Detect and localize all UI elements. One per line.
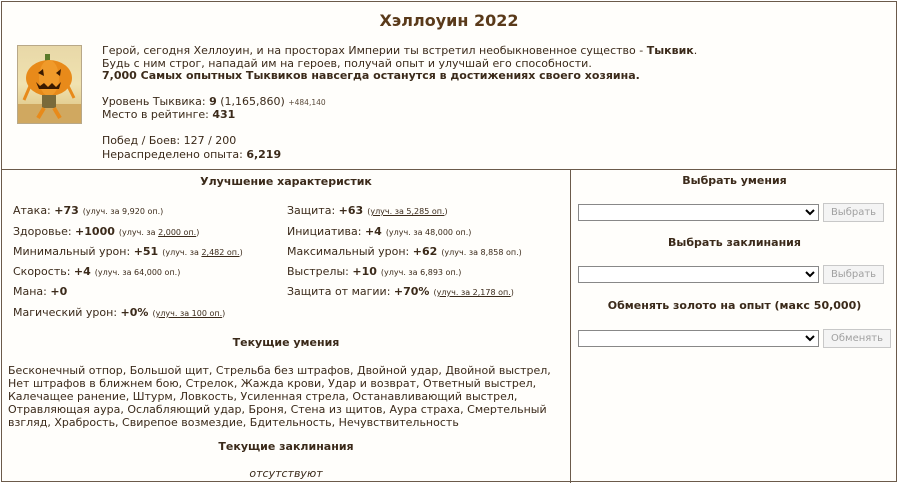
intro-line1: Герой, сегодня Хеллоуин, и на просторах Империи ты встретил необыкновенное существо -: [102, 44, 647, 57]
skills-title: Текущие умения: [232, 336, 340, 349]
stat-magic-dmg-label: Магический урон:: [13, 306, 118, 319]
upg-magic-dmg-link[interactable]: улуч. за 100 оп.: [155, 309, 223, 318]
upg-suffix: ): [222, 309, 226, 318]
stat-defense: [287, 204, 448, 217]
upg-prefix: (: [433, 288, 437, 297]
upg-suffix: ): [196, 228, 200, 237]
unspent-value: 6,219: [246, 148, 282, 161]
skills-list: Бесконечный отпор, Большой щит, Стрельба без штрафов, Двойной удар, Двойной выстрел, Нет штрафов в ближнем бою, Стрелок, Жажда крови, Удар и возврат, Ответный выстрел, Калечащее ранение, Штурм, Ловкость, Усиленная стрела, Останавливающий выстрел, Отравляющая аура, Ослабляющий удар, Броня, Стена из щитов, Аура страха, Смертельный взгляд, Храбрость, Свирепое возмездие, Бдительность, Нечувствительность: [8, 364, 551, 429]
stat-attack-label: Атака:: [13, 204, 51, 217]
stat-mana: [13, 285, 67, 298]
stat-initiative: [287, 225, 471, 238]
stat-initiative-label: Инициатива:: [287, 225, 362, 238]
stat-mana-label: Мана:: [13, 285, 47, 298]
upg-defense-link[interactable]: улуч. за 5,285 оп.: [370, 207, 445, 216]
stat-speed: [13, 265, 180, 278]
stat-magic-dmg-value: +0%: [120, 306, 149, 319]
upg-prefix: (улуч. за: [82, 207, 123, 216]
stat-shots-label: Выстрелы:: [287, 265, 349, 278]
exchange-button[interactable]: Обменять: [823, 329, 891, 348]
stat-health-label: Здоровье:: [13, 225, 72, 238]
choose-spell-title: Выбрать заклинания: [668, 236, 801, 249]
stat-max-dmg: [287, 245, 522, 258]
pumpkin-name: Тыквик: [646, 44, 694, 57]
level-exp: (1,165,860): [220, 95, 285, 108]
stat-magic-def-value: +70%: [393, 285, 430, 298]
divider-horizontal: [2, 169, 896, 170]
stat-initiative-value: +4: [364, 225, 382, 238]
upg-suffix: ): [177, 268, 181, 277]
rank-row: [102, 108, 235, 122]
upg-prefix: (улуч. за: [380, 268, 421, 277]
spells-empty: отсутствуют: [249, 467, 323, 480]
stat-magic-def-label: Защита от магии:: [287, 285, 391, 298]
upg-prefix: (улуч. за: [385, 228, 426, 237]
upg-prefix: (: [152, 309, 156, 318]
choose-spell-button[interactable]: Выбрать: [823, 265, 884, 284]
upg-initiative-link[interactable]: 48,000 оп.: [425, 228, 469, 237]
intro-line1-end: .: [693, 44, 698, 57]
intro-line3: 7,000 Самых опытных Тыквиков навсегда останутся в достижениях своего хозяина.: [102, 69, 640, 83]
level-label: Уровень Тыквика:: [102, 95, 206, 108]
level-value: 9: [209, 95, 217, 108]
pumpkin-icon: [18, 46, 81, 123]
choose-skill-button[interactable]: Выбрать: [823, 203, 884, 222]
rank-value: 431: [212, 108, 236, 121]
upg-suffix: ): [510, 288, 514, 297]
upg-max-dmg-link[interactable]: 8,858 оп.: [480, 248, 519, 257]
spell-select[interactable]: [578, 266, 819, 283]
gold-select[interactable]: [578, 330, 819, 347]
stat-magic-def: [287, 285, 514, 298]
unspent-label: Нераспределено опыта:: [102, 148, 243, 161]
stat-defense-label: Защита:: [287, 204, 336, 217]
intro-line2: Будь с ним строг, нападай им на героев, получай опыт и улучшай его способности.: [102, 56, 592, 70]
upg-health-link[interactable]: 2,000 оп.: [158, 228, 197, 237]
stats-title: Улучшение характеристик: [200, 175, 372, 188]
level-gain: +484,140: [288, 98, 326, 107]
spells-title: Текущие заклинания: [218, 440, 354, 453]
stat-attack-value: +73: [54, 204, 79, 217]
stat-health-value: +1000: [75, 225, 115, 238]
stat-mana-value: +0: [50, 285, 68, 298]
upg-suffix: ): [160, 207, 164, 216]
upg-suffix: ): [458, 268, 462, 277]
exchange-title: Обменять золото на опыт (макс 50,000): [607, 299, 862, 312]
upg-suffix: ): [444, 207, 448, 216]
stat-health: [13, 225, 199, 238]
stat-max-dmg-label: Максимальный урон:: [287, 245, 410, 258]
upg-prefix: (улуч. за: [441, 248, 481, 257]
stat-magic-dmg: [13, 306, 225, 319]
page-title: Хэллоуин 2022: [379, 11, 519, 30]
choose-skill-title: Выбрать умения: [682, 174, 787, 187]
upg-suffix: ): [518, 248, 522, 257]
divider-vertical: [570, 169, 571, 483]
pumpkin-avatar: [17, 45, 82, 124]
stat-shots: [287, 265, 461, 278]
stat-min-dmg: [13, 245, 243, 258]
upg-shots-link[interactable]: 6,893 оп.: [420, 268, 459, 277]
upg-min-dmg-link[interactable]: 2,482 оп.: [201, 248, 240, 257]
stat-speed-label: Скорость:: [13, 265, 71, 278]
stat-min-dmg-label: Минимальный урон:: [13, 245, 131, 258]
stat-min-dmg-value: +51: [133, 245, 159, 258]
upg-prefix: (улуч. за: [162, 248, 202, 257]
rank-label: Место в рейтинге:: [102, 108, 209, 121]
stat-speed-value: +4: [73, 265, 91, 278]
upg-suffix: ): [239, 248, 243, 257]
unspent-row: [102, 148, 281, 162]
upg-speed-link[interactable]: 64,000 оп.: [134, 268, 178, 277]
upg-prefix: (: [367, 207, 371, 216]
stat-shots-value: +10: [352, 265, 377, 278]
wins-label: Побед / Боев: 127 / 200: [102, 134, 237, 147]
stat-attack: [13, 204, 163, 217]
upg-suffix: ): [468, 228, 472, 237]
intro-text: [102, 45, 697, 83]
stat-defense-value: +63: [338, 204, 364, 217]
upg-prefix: (улуч. за: [118, 228, 159, 237]
wins-row: [102, 134, 236, 148]
skill-select[interactable]: [578, 204, 819, 221]
upg-prefix: (улуч. за: [94, 268, 135, 277]
stat-max-dmg-value: +62: [412, 245, 438, 258]
upg-magic-def-link[interactable]: улуч. за 2,178 оп.: [436, 288, 511, 297]
page-frame: [1, 1, 897, 482]
upg-attack-link[interactable]: 9,920 оп.: [122, 207, 161, 216]
